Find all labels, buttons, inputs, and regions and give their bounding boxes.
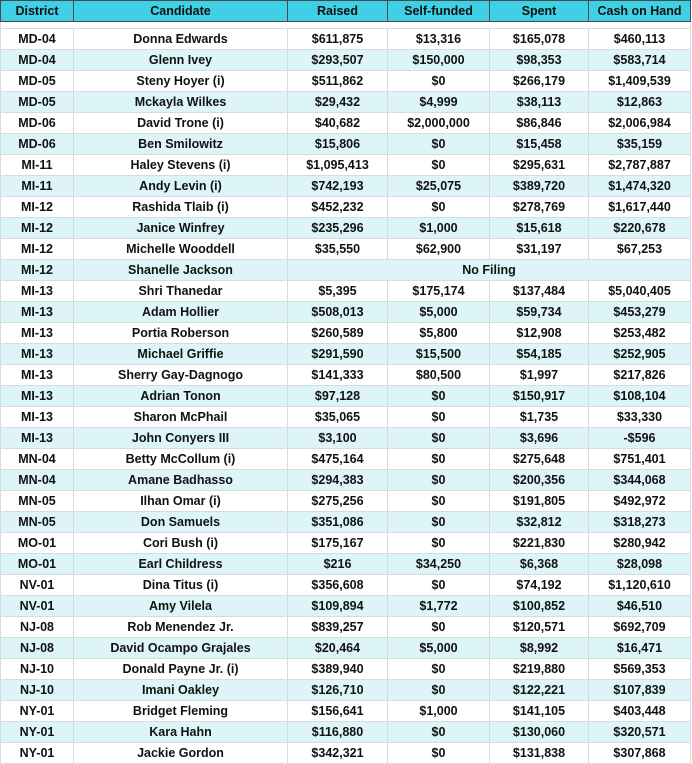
column-header-district: District (1, 1, 74, 22)
cell-cash-on-hand: $344,068 (589, 470, 691, 491)
table-row (1, 491, 691, 512)
cell-raised: $452,232 (288, 197, 388, 218)
cell-district: MN-04 (1, 470, 74, 491)
cell-self-funded: $15,500 (388, 344, 490, 365)
cell-cash-on-hand: $252,905 (589, 344, 691, 365)
cell-self-funded: $1,000 (388, 701, 490, 722)
cell-raised: $389,940 (288, 659, 388, 680)
cell-district: NV-01 (1, 575, 74, 596)
cell-self-funded: $0 (388, 722, 490, 743)
cell-raised: $275,256 (288, 491, 388, 512)
cell-spent: $191,805 (490, 491, 589, 512)
cell-candidate: Portia Roberson (74, 323, 288, 344)
cell-spent: $98,353 (490, 50, 589, 71)
header-spacer-row (1, 22, 691, 29)
cell-district: MI-13 (1, 323, 74, 344)
cell-self-funded: $0 (388, 491, 490, 512)
cell-cash-on-hand: $583,714 (589, 50, 691, 71)
cell-spent: $1,997 (490, 365, 589, 386)
cell-raised: $156,641 (288, 701, 388, 722)
cell-spent: $32,812 (490, 512, 589, 533)
cell-raised: $35,550 (288, 239, 388, 260)
cell-self-funded: $150,000 (388, 50, 490, 71)
cell-cash-on-hand: $5,040,405 (589, 281, 691, 302)
cell-candidate: David Trone (i) (74, 113, 288, 134)
table-row (1, 722, 691, 743)
cell-candidate: Donna Edwards (74, 29, 288, 50)
cell-self-funded: $0 (388, 533, 490, 554)
cell-spent: $74,192 (490, 575, 589, 596)
cell-candidate: Dina Titus (i) (74, 575, 288, 596)
cell-candidate: Steny Hoyer (i) (74, 71, 288, 92)
cell-raised: $342,321 (288, 743, 388, 764)
cell-cash-on-hand: $1,409,539 (589, 71, 691, 92)
cell-self-funded: $0 (388, 617, 490, 638)
cell-raised: $351,086 (288, 512, 388, 533)
cell-self-funded: $5,000 (388, 302, 490, 323)
cell-self-funded: $25,075 (388, 176, 490, 197)
cell-self-funded: $0 (388, 386, 490, 407)
cell-spent: $137,484 (490, 281, 589, 302)
cell-district: MI-13 (1, 344, 74, 365)
table-row (1, 659, 691, 680)
cell-district: NJ-08 (1, 617, 74, 638)
cell-spent: $389,720 (490, 176, 589, 197)
cell-spent: $266,179 (490, 71, 589, 92)
table-row (1, 512, 691, 533)
cell-self-funded: $0 (388, 512, 490, 533)
table-row (1, 407, 691, 428)
cell-spent: $59,734 (490, 302, 589, 323)
cell-candidate: Andy Levin (i) (74, 176, 288, 197)
cell-candidate: Jackie Gordon (74, 743, 288, 764)
cell-candidate: Sharon McPhail (74, 407, 288, 428)
cell-cash-on-hand: $107,839 (589, 680, 691, 701)
table-row (1, 71, 691, 92)
cell-candidate: Haley Stevens (i) (74, 155, 288, 176)
cell-cash-on-hand: -$596 (589, 428, 691, 449)
cell-cash-on-hand: $217,826 (589, 365, 691, 386)
cell-self-funded: $0 (388, 407, 490, 428)
table-row (1, 533, 691, 554)
cell-raised: $20,464 (288, 638, 388, 659)
column-header-cash-on-hand: Cash on Hand (589, 1, 691, 22)
cell-spent: $54,185 (490, 344, 589, 365)
cell-self-funded: $13,316 (388, 29, 490, 50)
cell-cash-on-hand: $16,471 (589, 638, 691, 659)
cell-cash-on-hand: $220,678 (589, 218, 691, 239)
cell-district: MI-13 (1, 407, 74, 428)
cell-raised: $126,710 (288, 680, 388, 701)
cell-district: NY-01 (1, 743, 74, 764)
cell-self-funded: $34,250 (388, 554, 490, 575)
cell-raised: $475,164 (288, 449, 388, 470)
table-row (1, 197, 691, 218)
table-row (1, 449, 691, 470)
cell-candidate: Sherry Gay-Dagnogo (74, 365, 288, 386)
cell-cash-on-hand: $2,787,887 (589, 155, 691, 176)
table-row (1, 260, 691, 281)
cell-district: NY-01 (1, 701, 74, 722)
cell-cash-on-hand: $492,972 (589, 491, 691, 512)
table-row (1, 50, 691, 71)
cell-candidate: Mckayla Wilkes (74, 92, 288, 113)
cell-spent: $278,769 (490, 197, 589, 218)
cell-cash-on-hand: $318,273 (589, 512, 691, 533)
cell-self-funded: $0 (388, 71, 490, 92)
table-row (1, 386, 691, 407)
table-row (1, 743, 691, 764)
cell-cash-on-hand: $692,709 (589, 617, 691, 638)
cell-self-funded: $0 (388, 470, 490, 491)
column-header-candidate: Candidate (74, 1, 288, 22)
cell-candidate: Adrian Tonon (74, 386, 288, 407)
cell-cash-on-hand: $67,253 (589, 239, 691, 260)
cell-spent: $31,197 (490, 239, 589, 260)
cell-spent: $38,113 (490, 92, 589, 113)
cell-cash-on-hand: $320,571 (589, 722, 691, 743)
cell-district: NV-01 (1, 596, 74, 617)
cell-cash-on-hand: $403,448 (589, 701, 691, 722)
cell-cash-on-hand: $33,330 (589, 407, 691, 428)
cell-self-funded: $175,174 (388, 281, 490, 302)
cell-candidate: Rashida Tlaib (i) (74, 197, 288, 218)
cell-spent: $100,852 (490, 596, 589, 617)
cell-spent: $221,830 (490, 533, 589, 554)
cell-raised: $356,608 (288, 575, 388, 596)
table-row (1, 155, 691, 176)
cell-spent: $150,917 (490, 386, 589, 407)
cell-candidate: Don Samuels (74, 512, 288, 533)
cell-raised: $260,589 (288, 323, 388, 344)
cell-no-filing: No Filing (288, 260, 691, 281)
cell-cash-on-hand: $453,279 (589, 302, 691, 323)
cell-candidate: Betty McCollum (i) (74, 449, 288, 470)
cell-raised: $1,095,413 (288, 155, 388, 176)
cell-spent: $8,992 (490, 638, 589, 659)
cell-cash-on-hand: $2,006,984 (589, 113, 691, 134)
cell-cash-on-hand: $108,104 (589, 386, 691, 407)
cell-raised: $508,013 (288, 302, 388, 323)
cell-district: MO-01 (1, 554, 74, 575)
table-row (1, 176, 691, 197)
table-row (1, 680, 691, 701)
table-row (1, 92, 691, 113)
cell-raised: $3,100 (288, 428, 388, 449)
header-spacer (1, 22, 691, 29)
cell-cash-on-hand: $46,510 (589, 596, 691, 617)
cell-raised: $293,507 (288, 50, 388, 71)
cell-raised: $141,333 (288, 365, 388, 386)
cell-candidate: Rob Menendez Jr. (74, 617, 288, 638)
cell-spent: $295,631 (490, 155, 589, 176)
cell-self-funded: $0 (388, 134, 490, 155)
table-row (1, 29, 691, 50)
cell-spent: $6,368 (490, 554, 589, 575)
cell-raised: $35,065 (288, 407, 388, 428)
cell-candidate: Adam Hollier (74, 302, 288, 323)
cell-candidate: Glenn Ivey (74, 50, 288, 71)
cell-self-funded: $4,999 (388, 92, 490, 113)
table-row (1, 428, 691, 449)
cell-district: MD-04 (1, 50, 74, 71)
cell-cash-on-hand: $12,863 (589, 92, 691, 113)
cell-raised: $116,880 (288, 722, 388, 743)
cell-cash-on-hand: $569,353 (589, 659, 691, 680)
cell-district: NJ-10 (1, 680, 74, 701)
cell-cash-on-hand: $280,942 (589, 533, 691, 554)
cell-candidate: Amy Vilela (74, 596, 288, 617)
cell-self-funded: $1,772 (388, 596, 490, 617)
cell-self-funded: $0 (388, 680, 490, 701)
cell-self-funded: $5,800 (388, 323, 490, 344)
cell-cash-on-hand: $1,617,440 (589, 197, 691, 218)
cell-spent: $219,880 (490, 659, 589, 680)
cell-raised: $5,395 (288, 281, 388, 302)
cell-raised: $97,128 (288, 386, 388, 407)
table-body (1, 22, 691, 764)
cell-raised: $235,296 (288, 218, 388, 239)
cell-district: MD-06 (1, 113, 74, 134)
cell-candidate: Bridget Fleming (74, 701, 288, 722)
cell-spent: $130,060 (490, 722, 589, 743)
table-row (1, 281, 691, 302)
cell-self-funded: $1,000 (388, 218, 490, 239)
cell-district: MD-05 (1, 71, 74, 92)
table-row (1, 470, 691, 491)
cell-district: MI-13 (1, 365, 74, 386)
cell-self-funded: $5,000 (388, 638, 490, 659)
cell-self-funded: $0 (388, 449, 490, 470)
cell-raised: $29,432 (288, 92, 388, 113)
cell-spent: $86,846 (490, 113, 589, 134)
header-row (1, 1, 691, 22)
cell-district: MI-13 (1, 386, 74, 407)
cell-self-funded: $80,500 (388, 365, 490, 386)
cell-district: NJ-08 (1, 638, 74, 659)
table-row (1, 617, 691, 638)
cell-spent: $12,908 (490, 323, 589, 344)
cell-raised: $511,862 (288, 71, 388, 92)
cell-district: MI-12 (1, 239, 74, 260)
table-header (1, 1, 691, 22)
cell-district: NY-01 (1, 722, 74, 743)
cell-candidate: Ilhan Omar (i) (74, 491, 288, 512)
column-header-self-funded: Self-funded (388, 1, 490, 22)
cell-candidate: Michelle Wooddell (74, 239, 288, 260)
cell-district: MI-13 (1, 428, 74, 449)
cell-raised: $15,806 (288, 134, 388, 155)
cell-cash-on-hand: $307,868 (589, 743, 691, 764)
column-header-spent: Spent (490, 1, 589, 22)
cell-candidate: Earl Childress (74, 554, 288, 575)
cell-raised: $611,875 (288, 29, 388, 50)
cell-spent: $200,356 (490, 470, 589, 491)
cell-spent: $122,221 (490, 680, 589, 701)
cell-self-funded: $0 (388, 575, 490, 596)
cell-raised: $839,257 (288, 617, 388, 638)
cell-self-funded: $62,900 (388, 239, 490, 260)
cell-district: MN-04 (1, 449, 74, 470)
cell-raised: $175,167 (288, 533, 388, 554)
cell-cash-on-hand: $35,159 (589, 134, 691, 155)
cell-candidate: Ben Smilowitz (74, 134, 288, 155)
cell-candidate: John Conyers III (74, 428, 288, 449)
cell-raised: $742,193 (288, 176, 388, 197)
cell-spent: $131,838 (490, 743, 589, 764)
cell-district: MI-11 (1, 155, 74, 176)
table-row (1, 701, 691, 722)
table-row (1, 554, 691, 575)
cell-district: MO-01 (1, 533, 74, 554)
cell-candidate: Amane Badhasso (74, 470, 288, 491)
cell-spent: $1,735 (490, 407, 589, 428)
cell-district: MI-12 (1, 218, 74, 239)
cell-candidate: Cori Bush (i) (74, 533, 288, 554)
cell-cash-on-hand: $1,120,610 (589, 575, 691, 596)
cell-district: MN-05 (1, 491, 74, 512)
cell-raised: $216 (288, 554, 388, 575)
cell-candidate: Shanelle Jackson (74, 260, 288, 281)
cell-district: NJ-10 (1, 659, 74, 680)
cell-district: MI-12 (1, 260, 74, 281)
column-header-raised: Raised (288, 1, 388, 22)
cell-spent: $165,078 (490, 29, 589, 50)
cell-self-funded: $2,000,000 (388, 113, 490, 134)
cell-spent: $15,458 (490, 134, 589, 155)
cell-district: MD-04 (1, 29, 74, 50)
cell-self-funded: $0 (388, 659, 490, 680)
cell-raised: $291,590 (288, 344, 388, 365)
table-row (1, 239, 691, 260)
cell-raised: $40,682 (288, 113, 388, 134)
cell-candidate: David Ocampo Grajales (74, 638, 288, 659)
cell-district: MN-05 (1, 512, 74, 533)
cell-spent: $120,571 (490, 617, 589, 638)
table-row (1, 134, 691, 155)
cell-spent: $141,105 (490, 701, 589, 722)
cell-candidate: Imani Oakley (74, 680, 288, 701)
table-row (1, 113, 691, 134)
cell-district: MI-13 (1, 281, 74, 302)
cell-cash-on-hand: $460,113 (589, 29, 691, 50)
cell-cash-on-hand: $1,474,320 (589, 176, 691, 197)
cell-cash-on-hand: $253,482 (589, 323, 691, 344)
cell-spent: $3,696 (490, 428, 589, 449)
cell-district: MI-13 (1, 302, 74, 323)
cell-district: MI-11 (1, 176, 74, 197)
cell-cash-on-hand: $751,401 (589, 449, 691, 470)
cell-candidate: Janice Winfrey (74, 218, 288, 239)
cell-candidate: Shri Thanedar (74, 281, 288, 302)
cell-raised: $109,894 (288, 596, 388, 617)
cell-self-funded: $0 (388, 155, 490, 176)
table-row (1, 365, 691, 386)
cell-cash-on-hand: $28,098 (589, 554, 691, 575)
cell-district: MI-12 (1, 197, 74, 218)
table-row (1, 218, 691, 239)
cell-candidate: Kara Hahn (74, 722, 288, 743)
table-row (1, 638, 691, 659)
cell-candidate: Donald Payne Jr. (i) (74, 659, 288, 680)
cell-spent: $15,618 (490, 218, 589, 239)
cell-district: MD-05 (1, 92, 74, 113)
cell-spent: $275,648 (490, 449, 589, 470)
cell-self-funded: $0 (388, 197, 490, 218)
cell-raised: $294,383 (288, 470, 388, 491)
table-row (1, 302, 691, 323)
cell-candidate: Michael Griffie (74, 344, 288, 365)
table-row (1, 323, 691, 344)
table-row (1, 596, 691, 617)
cell-district: MD-06 (1, 134, 74, 155)
cell-self-funded: $0 (388, 743, 490, 764)
cell-self-funded: $0 (388, 428, 490, 449)
table-row (1, 344, 691, 365)
table-row (1, 575, 691, 596)
